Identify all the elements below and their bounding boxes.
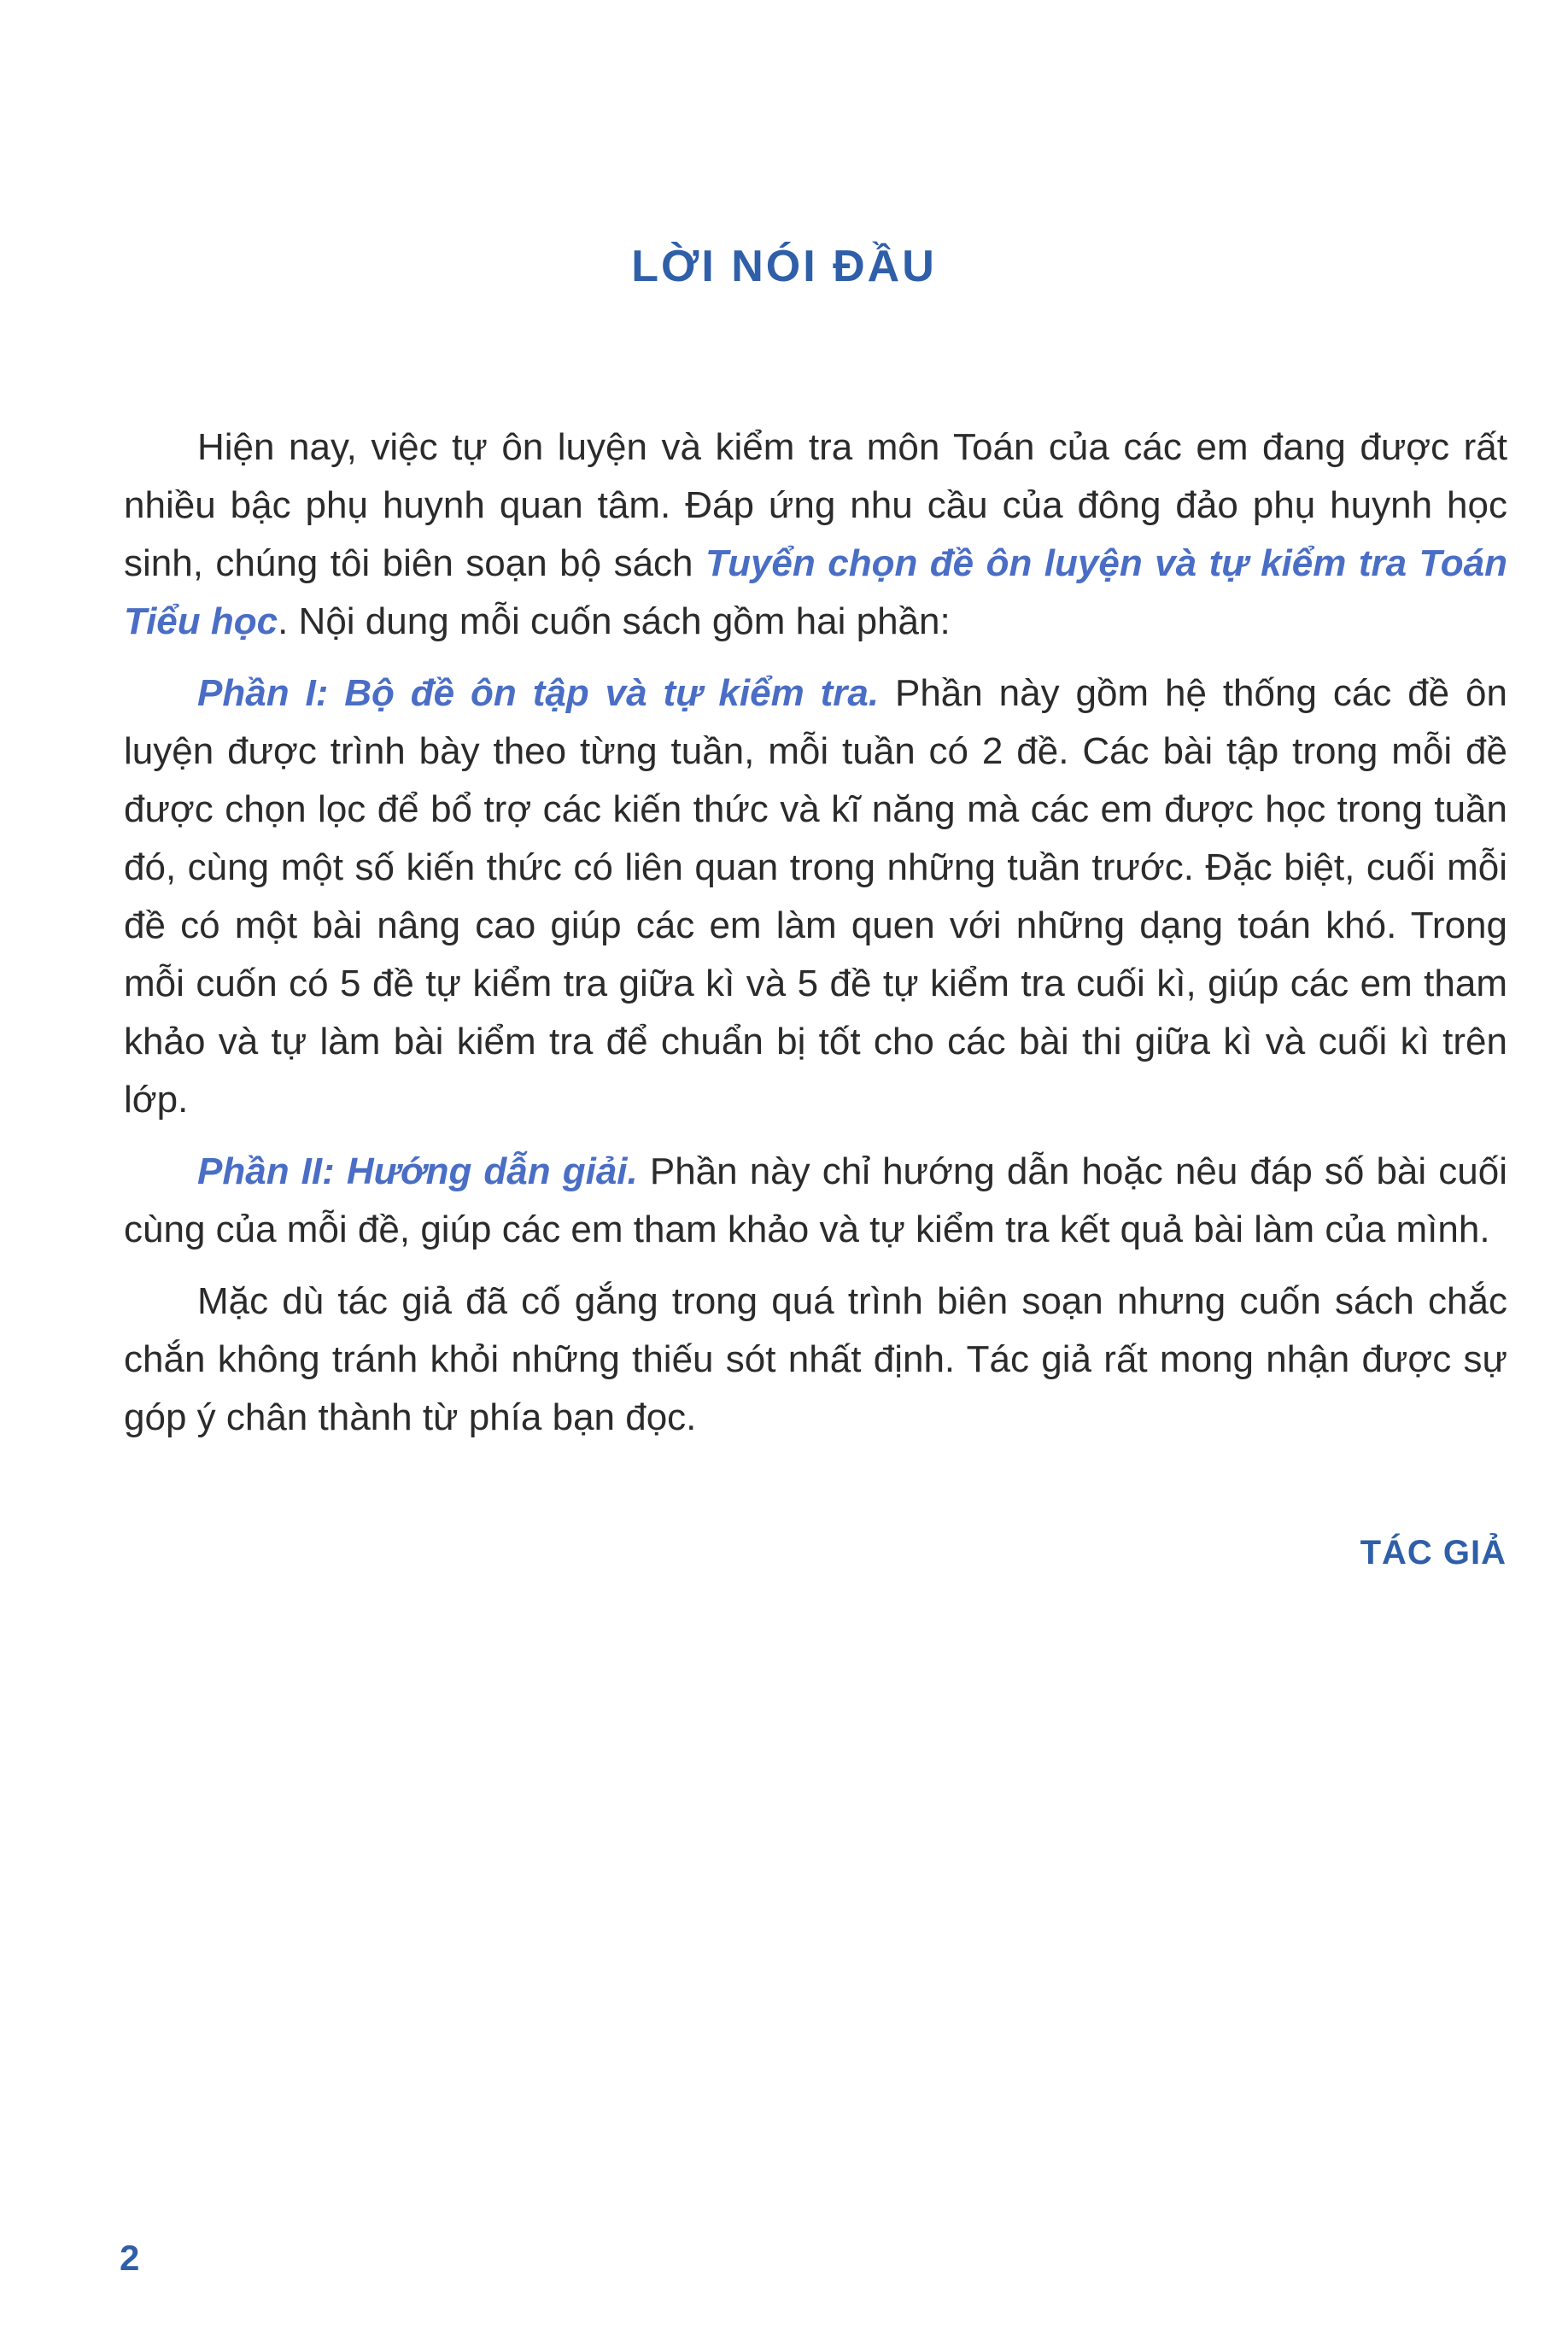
part-one-heading: Phần I: Bộ đề ôn tập và tự kiểm tra.: [197, 672, 880, 714]
page-number: 2: [120, 2238, 140, 2278]
paragraph-part-one: [124, 664, 1507, 1129]
part-two-text: Phần này chỉ hướng dẫn hoặc nêu đáp số bài cuối cùng của mỗi đề, giúp các em tham khảo và tự kiểm tra kết quả bài làm của mình.: [124, 1150, 1507, 1250]
author-signature: TÁC GIẢ: [1360, 1534, 1507, 1571]
paragraph-intro-text-b: . Nội dung mỗi cuốn sách gồm hai phần:: [278, 600, 951, 642]
preface-body: [124, 418, 1507, 1460]
book-series-title: Tuyển chọn đề ôn luyện và tự kiểm tra Toán Tiểu học: [124, 542, 1507, 642]
part-one-text: Phần này gồm hệ thống các đề ôn luyện được trình bày theo từng tuần, mỗi tuần có 2 đề. Các bài tập trong mỗi đề được chọn lọc để bổ trợ các kiến thức và kĩ năng mà các em được học trong tuần đó, cùng một số kiến thức có liên quan trong những tuần trước. Đặc biệt, cuối mỗi đề có một bài nâng cao giúp các em làm quen với những dạng toán khó. Trong mỗi cuốn có 5 đề tự kiểm tra giữa kì và 5 đề tự kiểm tra cuối kì, giúp các em tham khảo và tự làm bài kiểm tra để chuẩn bị tốt cho các bài thi giữa kì và cuối kì trên lớp.: [124, 672, 1507, 1121]
paragraph-intro: [124, 418, 1507, 651]
paragraph-intro-text-a: Hiện nay, việc tự ôn luyện và kiểm tra môn Toán của các em đang được rất nhiều bậc phụ huynh quan tâm. Đáp ứng nhu cầu của đông đảo phụ huynh học sinh, chúng tôi biên soạn bộ sách: [124, 426, 1507, 584]
paragraph-part-two: [124, 1143, 1507, 1259]
page-title: LỜI NÓI ĐẦU: [631, 242, 937, 291]
part-two-heading: Phần II: Hướng dẫn giải.: [197, 1150, 638, 1192]
closing-text: Mặc dù tác giả đã cố gắng trong quá trình biên soạn nhưng cuốn sách chắc chắn không tránh khỏi những thiếu sót nhất định. Tác giả rất mong nhận được sự góp ý chân thành từ phía bạn đọc.: [124, 1280, 1507, 1438]
paragraph-closing: [124, 1273, 1507, 1447]
